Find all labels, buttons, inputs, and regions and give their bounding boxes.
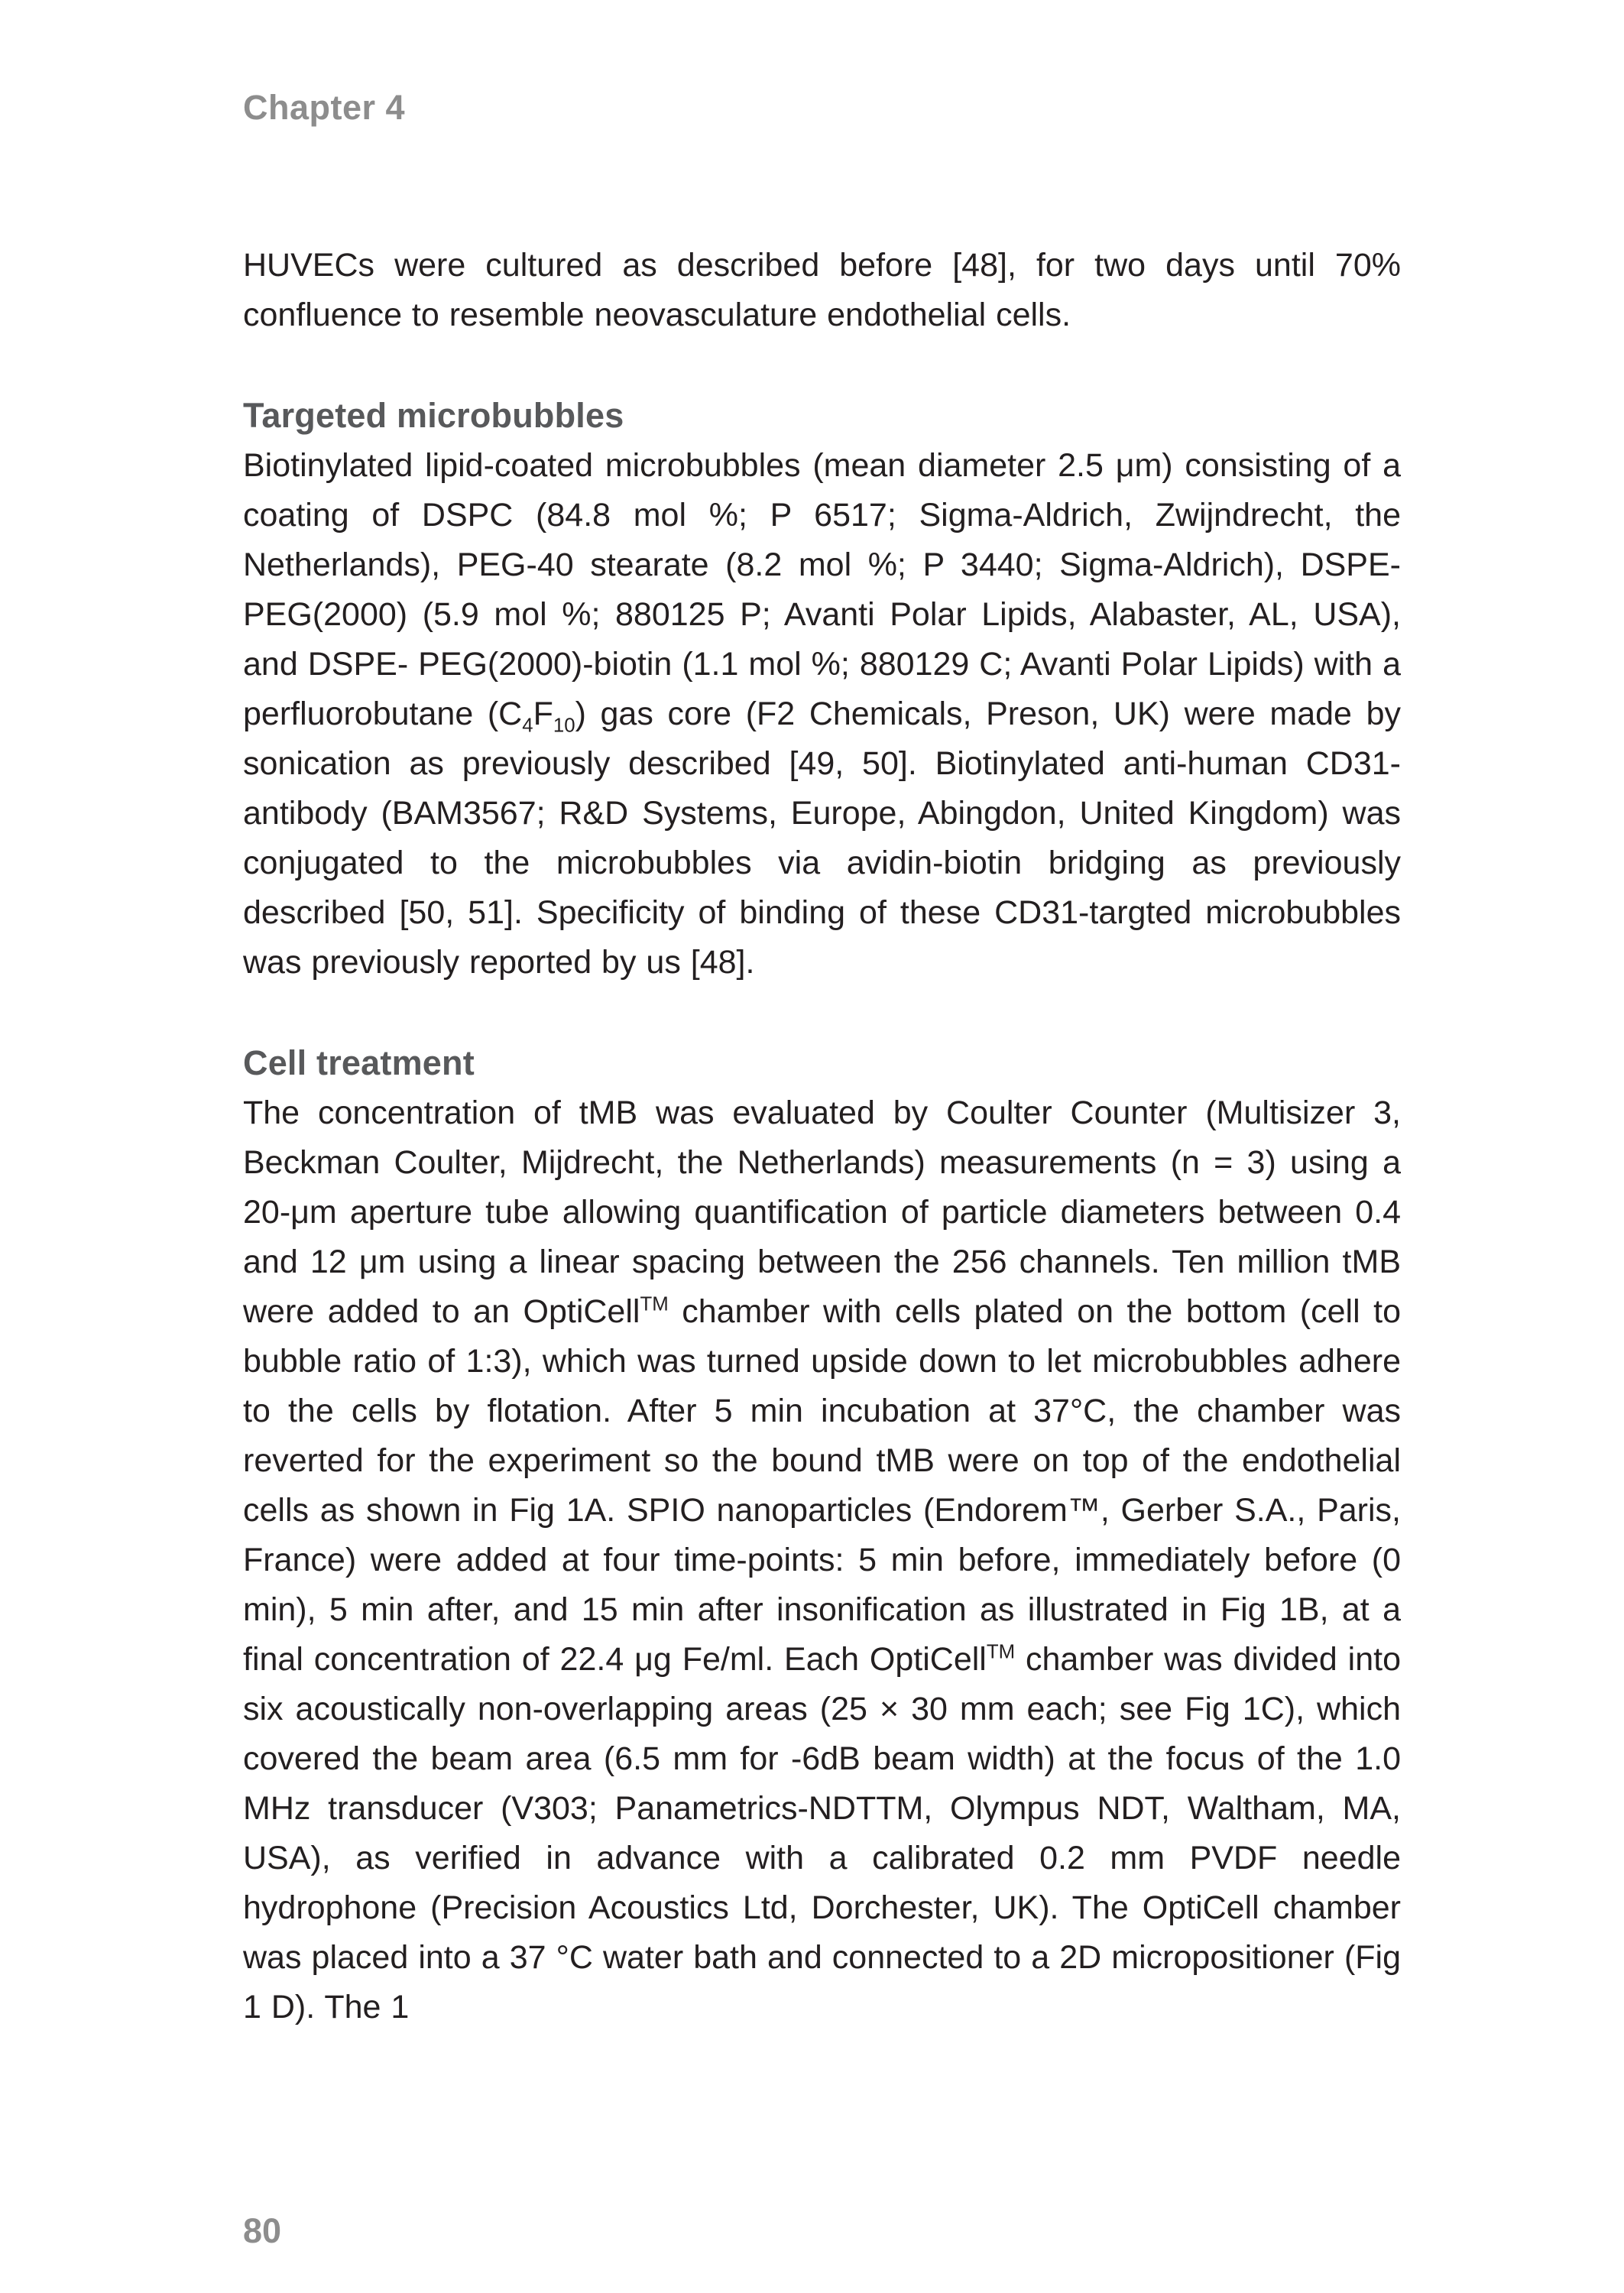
section-heading-targeted-microbubbles: Targeted microbubbles xyxy=(243,396,624,435)
running-header: Chapter 4 xyxy=(243,88,406,127)
paragraph-intro: HUVECs were cultured as described before [48], for two days until 70% confluence to resemble neovasculature endothelial cells. xyxy=(243,247,1401,333)
paragraph-targeted-microbubbles: Biotinylated lipid-coated microbubbles (mean diameter 2.5 μm) consisting of a coating of DSPC (84.8 mol %; P 6517; Sigma-Aldrich, Zwijndrecht, the Netherlands), PEG-40 stearate (8.2 mol %; P 3440; Sigma-Aldrich), DSPE-PEG(2000) (5.9 mol %; 880125 P; Avanti Polar Lipids, Alabaster, AL, USA), and DSPE- PEG(2000)-biotin (1.1 mol %; 880129 C; Avanti Polar Lipids) with a perfluorobutane $(C_4F_{10})$ gas core (F2 Chemicals, Preson, UK) were made by sonication as previously described [49, 50]. Biotinylated anti-human CD31-antibody (BAM3567; R&D Systems, Europe, Abingdon, United Kingdom) was conjugated to the microbubbles via avidin-biotin bridging as previously described [50, 51]. Specificity of binding of these CD31-targted microbubbles was previously reported by us [48]. xyxy=(243,447,1401,981)
page-number: 80 xyxy=(243,2211,282,2250)
page-body xyxy=(243,241,1401,2032)
section-heading-cell-treatment: Cell treatment xyxy=(243,1043,475,1082)
paragraph-cell-treatment: The concentration of tMB was evaluated by Coulter Counter (Multisizer 3, Beckman Coulter, Mijdrecht, the Netherlands) measurements (n = 3) using a 20-μm aperture tube allowing quantification of particle diameters between 0.4 and 12 μm using a linear spacing between the 256 channels. Ten million tMB were added to an OptiCell™ chamber with cells plated on the bottom (cell to bubble ratio of 1:3), which was turned upside down to let microbubbles adhere to the cells by flotation. After 5 min incubation at 37°C, the chamber was reverted for the experiment so the bound tMB were on top of the endothelial cells as shown in Fig 1A. SPIO nanoparticles (Endorem™, Gerber S.A., Paris, France) were added at four time-points: 5 min before, immediately before (0 min), 5 min after, and 15 min after insonification as illustrated in Fig 1B, at a final concentration of 22.4 μg Fe/ml. Each OptiCell™ chamber was divided into six acoustically non-overlapping areas (25 × 30 mm each; see Fig 1C), which covered the beam area (6.5 mm for -6dB beam width) at the focus of the 1.0 MHz transducer (V303; Panametrics-NDTTM, Olympus NDT, Waltham, MA, USA), as verified in advance with a calibrated 0.2 mm PVDF needle hydrophone (Precision Acoustics Ltd, Dorchester, UK). The OptiCell chamber was placed into a 37 °C water bath and connected to a 2D micropositioner (Fig 1 D). The 1 xyxy=(243,1095,1402,2025)
